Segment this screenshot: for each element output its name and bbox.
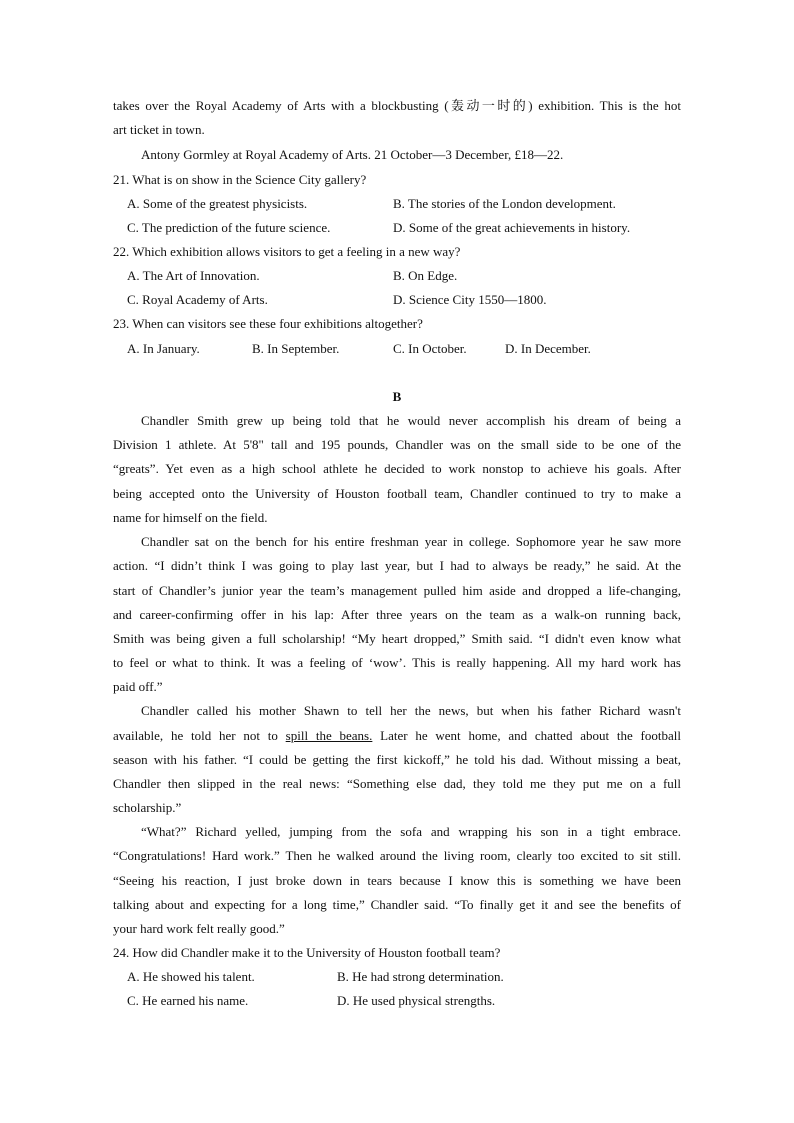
section-heading: B	[392, 389, 402, 404]
q21-option-a: A. Some of the greatest physicists.	[127, 196, 308, 211]
passage-line: your hard work felt really good.”	[113, 921, 285, 936]
q24-option-a: A. He showed his talent.	[127, 969, 255, 984]
q23-option-c: C. In October.	[393, 341, 467, 356]
passage-line: Division 1 athlete. At 5'8" tall and 195 pounds, Chandler was on the small side to be one of the	[113, 437, 681, 452]
question-21-stem: 21. What is on show in the Science City gallery?	[113, 172, 367, 187]
question-23-stem: 23. When can visitors see these four exhibitions altogether?	[113, 316, 423, 331]
q22-option-d: D. Science City 1550—1800.	[393, 292, 547, 307]
q23-option-d: D. In December.	[505, 341, 591, 356]
passage-line: Chandler Smith grew up being told that he would never accomplish his dream of being a	[141, 413, 681, 428]
q22-option-b: B. On Edge.	[393, 268, 458, 283]
passage-line: to feel or what to think. It was a feeling of ‘wow’. This is really happening. All my hard work has	[113, 655, 681, 670]
passage-line: “greats”. Yet even as a high school athlete he decided to work nonstop to achieve his goals. After	[113, 461, 681, 476]
passage-line: “What?” Richard yelled, jumping from the sofa and wrapping his son in a tight embrace.	[141, 824, 681, 839]
passage-line: paid off.”	[113, 679, 163, 694]
passage-line: scholarship.”	[113, 800, 182, 815]
q24-option-c: C. He earned his name.	[127, 993, 249, 1008]
passage-line: season with his father. “I could be getting the first kickoff,” he told his dad. Without missing a beat,	[113, 752, 681, 767]
passage-line-with-underline	[113, 728, 681, 744]
passage-line: Chandler then slipped in the real news: “Something else dad, they told me they put me on a full	[113, 776, 681, 791]
passage-text: Later he went home, and chatted about the football	[372, 728, 681, 743]
passage-line: “Congratulations! Hard work.” Then he walked around the living room, clearly too excited to sit still.	[113, 848, 681, 863]
passage-line: Smith was being given a full scholarship! “My heart dropped,” Smith said. “I didn't even know what	[113, 631, 681, 646]
intro-line: takes over the Royal Academy of Arts with a blockbusting (轰动一时的) exhibition. This is the hot	[113, 98, 681, 113]
q23-option-b: B. In September.	[252, 341, 340, 356]
passage-line: name for himself on the field.	[113, 510, 268, 525]
passage-line: talking about and expecting for a long time,” Chandler said. “To finally get it and see the benefits of	[113, 897, 681, 912]
q24-option-d: D. He used physical strengths.	[337, 993, 496, 1008]
q22-option-c: C. Royal Academy of Arts.	[127, 292, 268, 307]
question-24-stem: 24. How did Chandler make it to the University of Houston football team?	[113, 945, 501, 960]
passage-line: action. “I didn’t think I was going to play last year, but I had to always be ready,” he said. At the	[113, 558, 681, 573]
passage-line: and career-confirming offer in his lap: After three years on the team as a walk-on running back,	[113, 607, 681, 622]
q24-option-b: B. He had strong determination.	[337, 969, 504, 984]
q21-option-d: D. Some of the great achievements in history.	[393, 220, 631, 235]
passage-text: available, he told her not to	[113, 728, 286, 743]
passage-line: “Seeing his reaction, I just broke down in tears because I know this is something we have been	[113, 873, 681, 888]
intro-line: art ticket in town.	[113, 122, 205, 137]
underlined-phrase: spill the beans.	[285, 728, 373, 743]
exhibition-info: Antony Gormley at Royal Academy of Arts. 21 October—3 December, £18—22.	[141, 147, 564, 162]
q21-option-c: C. The prediction of the future science.	[127, 220, 331, 235]
q22-option-a: A. The Art of Innovation.	[127, 268, 260, 283]
q21-option-b: B. The stories of the London development.	[393, 196, 616, 211]
passage-line: start of Chandler’s junior year the team’s management pulled him aside and dropped a life-changing,	[113, 583, 681, 598]
passage-line: being accepted onto the University of Houston football team, Chandler continued to try to make a	[113, 486, 681, 501]
passage-line: Chandler called his mother Shawn to tell her the news, but when his father Richard wasn't	[141, 703, 681, 718]
question-22-stem: 22. Which exhibition allows visitors to get a feeling in a new way?	[113, 244, 461, 259]
passage-line: Chandler sat on the bench for his entire freshman year in college. Sophomore year he saw more	[141, 534, 681, 549]
q23-option-a: A. In January.	[127, 341, 200, 356]
